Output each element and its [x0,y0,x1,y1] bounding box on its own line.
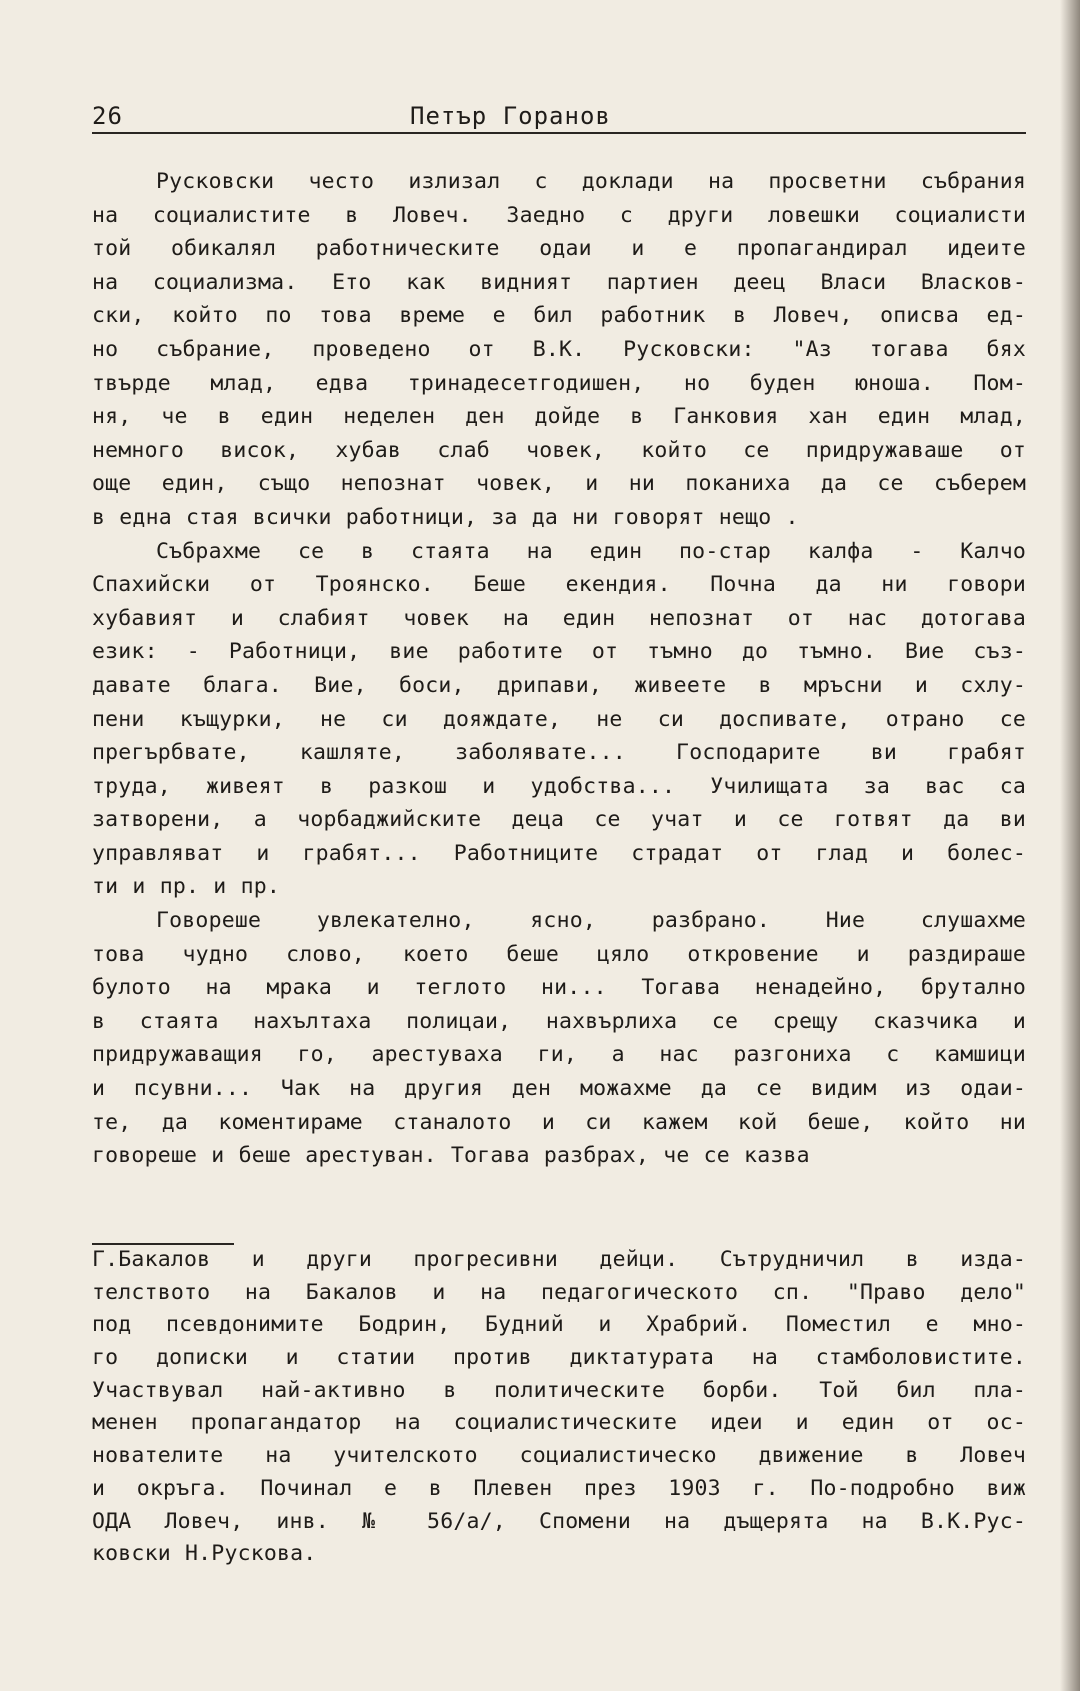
text-line: управляват и грабят... Работниците страдат от глад и болес- [92,840,1026,866]
footnote-line: под псевдонимите Бодрин, Будний и Храбрий. Поместил е мно- [92,1312,1026,1338]
running-title: Петър Горанов [410,102,611,130]
text-line: Спахийски от Троянско. Беше екендия. Почна да ни говори [92,572,1026,598]
text-line: той обикалял работническите одаи и е пропагандирал идеите [92,236,1026,262]
text-line: това чудно слово, което беше цяло откровение и раздираше [92,941,1026,967]
footnote-line: ковски Н.Рускова. [92,1541,317,1567]
text-line: ня, че в един неделен ден дойде в Ганковия хан един млад, [92,404,1026,430]
text-line: Събрахме се в стаята на един по-стар калфа - Калчо [156,538,1026,564]
footnote-line: ОДА Ловеч, инв. № 56/а/, Спомени на дъщерята на В.К.Рус- [92,1508,1026,1534]
page-header [92,100,1026,134]
text-line: но събрание, проведено от В.К. Русковски: "Аз тогава бях [92,336,1026,362]
text-line: в една стая всички работници, за да ни говорят нещо . [92,504,799,530]
text-line: давате блага. Вие, боси, дрипави, живеете в мръсни и схлу- [92,672,1026,698]
text-line: затворени, а чорбаджийските деца се учат и се готвят да ви [92,807,1026,833]
footnote-line: телството на Бакалов и на педагогическото сп. "Право дело" [92,1279,1026,1305]
text-line: на социалистите в Ловеч. Заедно с други ловешки социалисти [92,202,1026,228]
text-line: ски, който по това време е бил работник в Ловеч, описва ед- [92,303,1026,329]
footnote-line: и окръга. Починал е в Плевен през 1903 г. По-подробно виж [92,1475,1026,1501]
text-line: език: - Работници, вие работите от тъмно до тъмно. Вие съз- [92,639,1026,665]
page-number: 26 [92,102,123,130]
text-line: и псувни... Чак на другия ден можахме да се видим из одаи- [92,1076,1026,1102]
text-line: придружаващия го, арестуваха ги, а нас разгониха с камшици [92,1042,1026,1068]
text-line: твърде млад, едва тринадесетгодишен, но буден юноша. Пом- [92,370,1026,396]
text-line: говореше и беше арестуван. Тогава разбрах, че се казва [92,1143,810,1169]
main-text [92,165,1026,1173]
text-line: на социализма. Ето как видният партиен деец Власи Власков- [92,269,1026,295]
text-line: труда, живеят в разкош и удобства... Училищата за вас са [92,773,1026,799]
footnote-line: менен пропагандатор на социалистическите идеи и един от ос- [92,1410,1026,1436]
text-line: Русковски често излизал с доклади на просветни събрания [156,169,1026,194]
text-line: пени къщурки, не си дояждате, не си доспивате, отрано се [92,706,1026,732]
footnote-line: новaтелите на учителското социалистическо движение в Ловеч [92,1443,1026,1469]
text-line: Говореше увлекателно, ясно, разбрано. Ние слушахме [156,908,1026,934]
text-line: те, да коментираме станалото и си кажем кой беше, който ни [92,1109,1026,1135]
footnote-line: Участвувал най-активно в политическите борби. Той бил пла- [92,1377,1026,1403]
text-line: в стаята нахълтаха полицаи, нахвърлиха се срещу сказчика и [92,1008,1026,1034]
text-line: прегърбвате, кашляте, заболявате... Господарите ви грабят [92,740,1026,766]
text-line: ти и пр. и пр. [92,874,281,900]
text-line: булото на мрака и теглото ни... Тогава ненадейно, брутално [92,975,1026,1001]
footnote-line: го дописки и статии против диктатурата на стамболовистите. [92,1345,1026,1371]
page-edge-shadow [1060,0,1080,1691]
text-line: още един, също непознат човек, и ни поканиха да се съберем [92,471,1026,497]
text-line: хубавият и слабият човек на един непознат от нас дотогава [92,605,1026,631]
footnote [92,1244,1026,1571]
footnote-line: Г.Бакалов и други прогресивни дейци. Сътрудничил в изда- [92,1247,1026,1272]
text-line: немного висок, хубав слаб човек, който се придружаваше от [92,437,1026,463]
